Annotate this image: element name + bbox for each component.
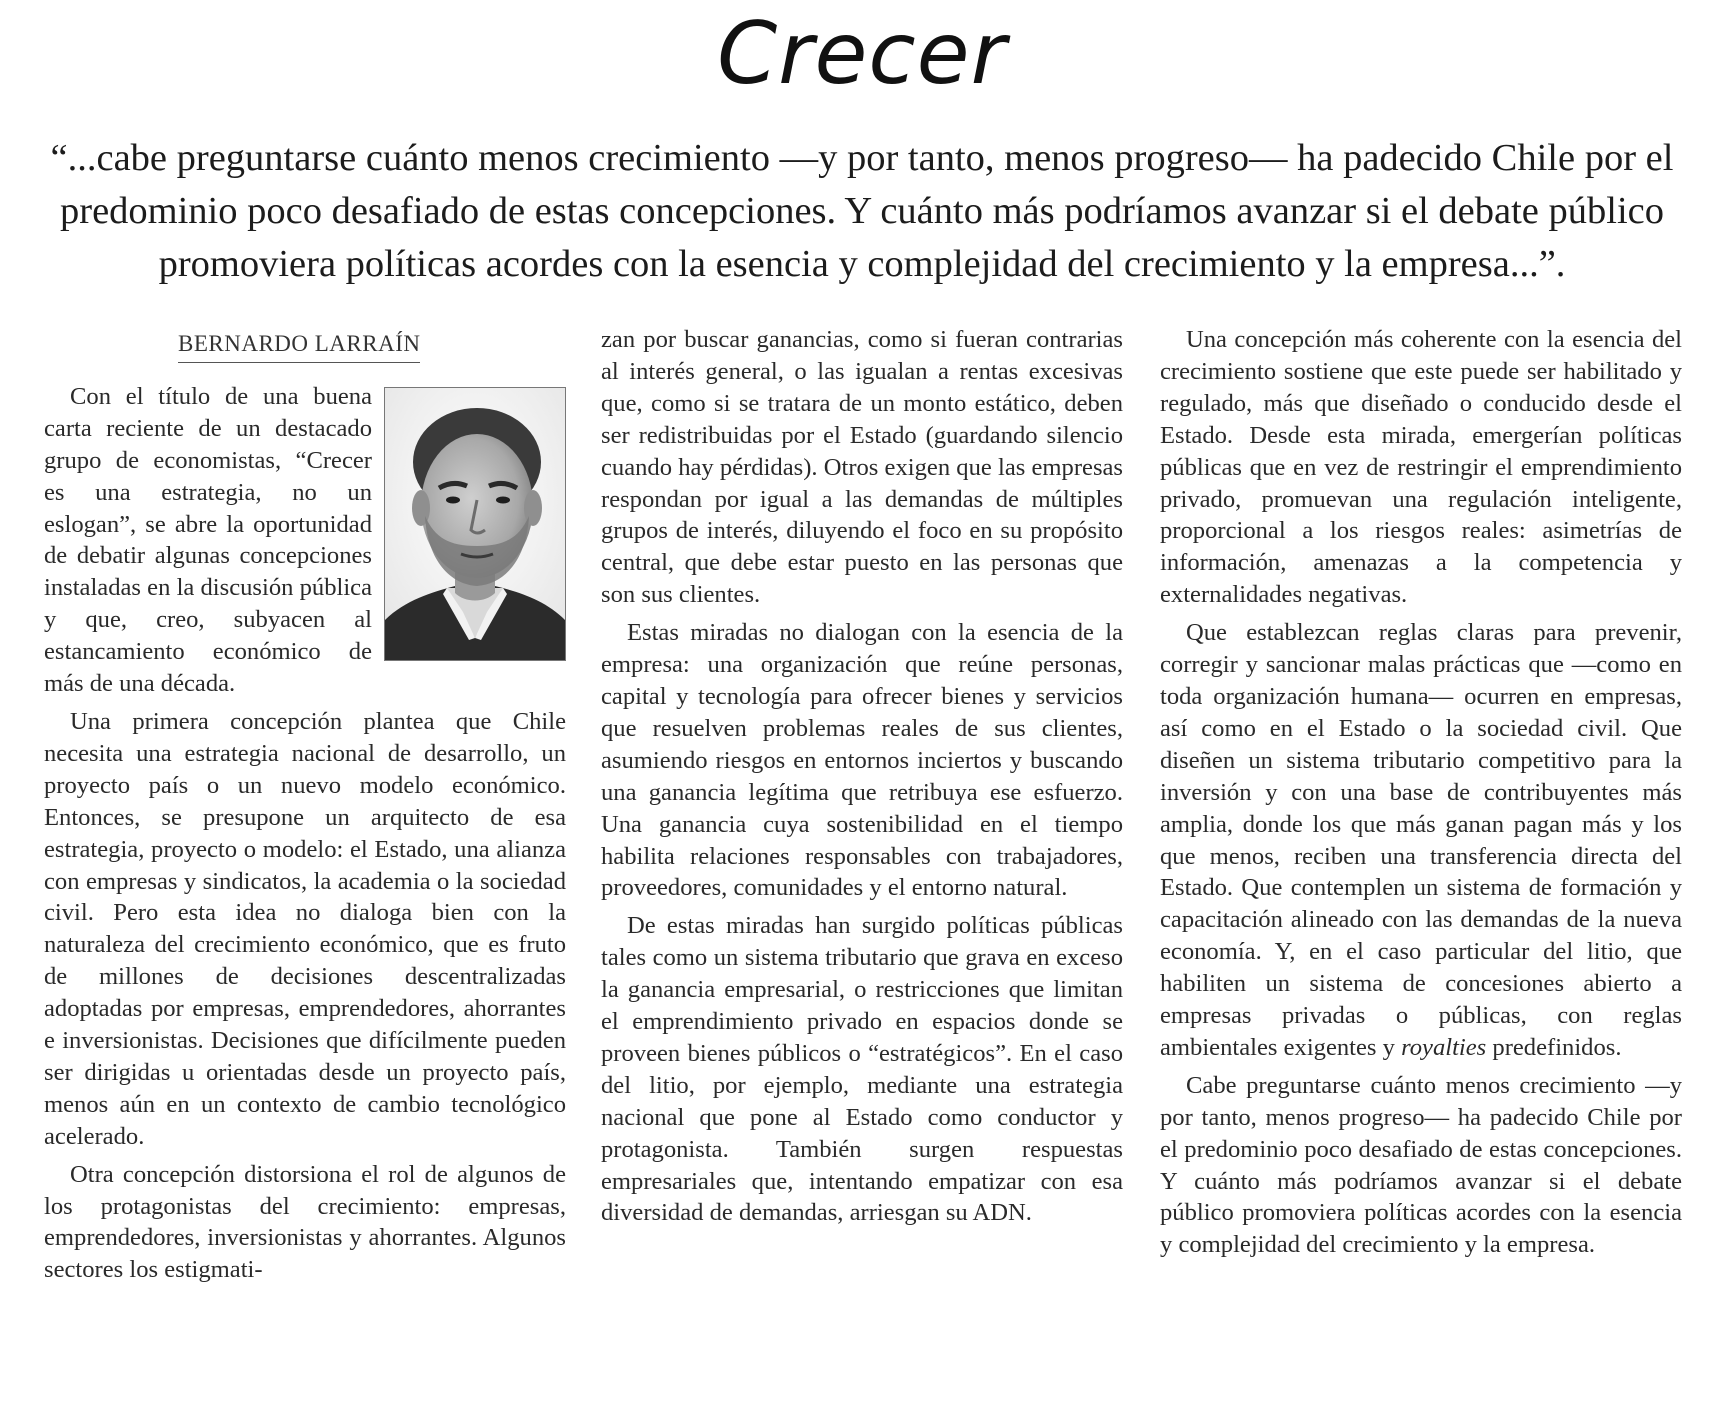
article-title: Crecer <box>717 4 1007 104</box>
byline: BERNARDO LARRAÍN <box>178 328 420 363</box>
author-portrait-icon <box>385 388 565 660</box>
column-2 <box>601 324 1123 1229</box>
paragraph-3: Otra concepción distorsiona el rol de algunos de los protagonistas del crecimiento: empresas, emprendedores, inversionistas y ahorrantes. Algunos sectores los estigmati- <box>44 1160 566 1284</box>
paragraph-7: Una concepción más coherente con la esencia del crecimiento sostiene que este puede ser habilitado y regulado, más que diseñado o conducido desde el Estado. Desde esta mirada, emergerían políticas públicas que en vez de restringir el emprendimiento privado, promuevan una regulación inteligente, proporcional a los riesgos reales: asimetrías de información, amenazas a la competencia y externalidades negativas. <box>1160 326 1682 609</box>
paragraph-1 <box>44 381 566 700</box>
paragraph-1-text: Con el título de una buena carta reciente de un destacado grupo de economistas, “Crecer es una estrategia, no un eslogan”, se abre la oportunidad de debatir algunas concepciones instaladas en la discusión pública y que, creo, subyacen al estancamiento económico de más de una década. <box>44 382 372 698</box>
paragraph-6: De estas miradas han surgido políticas públicas tales como un sistema tributario que grava en exceso la ganancia empresarial, o restricciones que limitan el emprendimiento privado en espacios donde se proveen bienes públicos o “estratégicos”. En el caso del litio, por ejemplo, mediante una estrategia nacional que pone al Estado como conductor y protagonista. También surgen respuestas empresariales que, intentando empatizar con esa diversidad de demandas, arriesgan su ADN. <box>601 912 1123 1227</box>
paragraph-5: Estas miradas no dialogan con la esencia de la empresa: una organización que reúne personas, capital y tecnología para ofrecer bienes y servicios que resuelven problemas reales de sus clientes, asumiendo riesgos en entornos inciertos y buscando una ganancia legítima que retribuya ese esfuerzo. Una ganancia cuya sostenibilidad en el tiempo habilita relaciones responsables con trabajadores, proveedores, comunidades y el entorno natural. <box>601 619 1123 902</box>
column-3 <box>1160 324 1682 1261</box>
paragraph-4: zan por buscar ganancias, como si fueran contrarias al interés general, o las igualan a rentas excesivas que, como si se tratara de un monto estático, deben ser redistribuidas por el Estado (guardando silencio cuando hay pérdidas). Otros exigen que las empresas respondan por igual a las demandas de múltiples grupos de interés, diluyendo el foco en su propósito central, que debe estar puesto en las personas que son sus clientes. <box>601 326 1123 609</box>
royalties-italic: royalties <box>1401 1033 1487 1061</box>
column-1 <box>44 328 566 1286</box>
paragraph-8 <box>1160 617 1682 1064</box>
paragraph-8-end: predefinidos. <box>1492 1033 1622 1061</box>
paragraph-2: Una primera concepción plantea que Chile necesita una estrategia nacional de desarrollo, un proyecto país o un nuevo modelo económico. Entonces, se presupone un arquitecto de esa estrategia, proyecto o modelo: el Estado, una alianza con empresas y sindicatos, la academia o la sociedad civil. Pero esta idea no dialoga bien con la naturaleza del crecimiento económico, que es fruto de millones de decisiones descentralizadas adoptadas por empresas, emprendedores, ahorrantes e inversionistas. Decisiones que difícilmente pueden ser dirigidas u orientadas desde un proyecto país, menos aún en un contexto de cambio tecnológico acelerado. <box>44 707 566 1150</box>
author-photo <box>384 387 566 661</box>
pull-quote: “...cabe preguntarse cuánto menos crecimiento —y por tanto, menos progreso— ha padecido Chile por el predominio poco desafiado de estas concepciones. Y cuánto más podríamos avanzar si el debate público promoviera políticas acordes con la esencia y complejidad del crecimiento y la empresa...”. <box>50 137 1674 285</box>
paragraph-9: Cabe preguntarse cuánto menos crecimiento —y por tanto, menos progreso— ha padecido Chile por el predominio poco desafiado de estas concepciones. Y cuánto más podríamos avanzar si el debate público promoviera políticas acordes con la esencia y complejidad del crecimiento y la empresa. <box>1160 1071 1682 1259</box>
paragraph-8-text: Que establezcan reglas claras para prevenir, corregir y sancionar malas prácticas que —como en toda organización humana— ocurren en empresas, así como en el Estado o la sociedad civil. Que diseñen un sistema tributario competitivo para la inversión y con una base de contribuyentes más amplia, donde los que más ganan pagan más y los que menos, reciben una transferencia directa del Estado. Que contemplen un sistema de formación y capacitación alineado con las demandas de la nueva economía. Y, en el caso particular del litio, que habiliten un sistema de concesiones abierto a empresas privadas o públicas, con reglas ambientales exigentes y <box>1160 619 1682 1061</box>
